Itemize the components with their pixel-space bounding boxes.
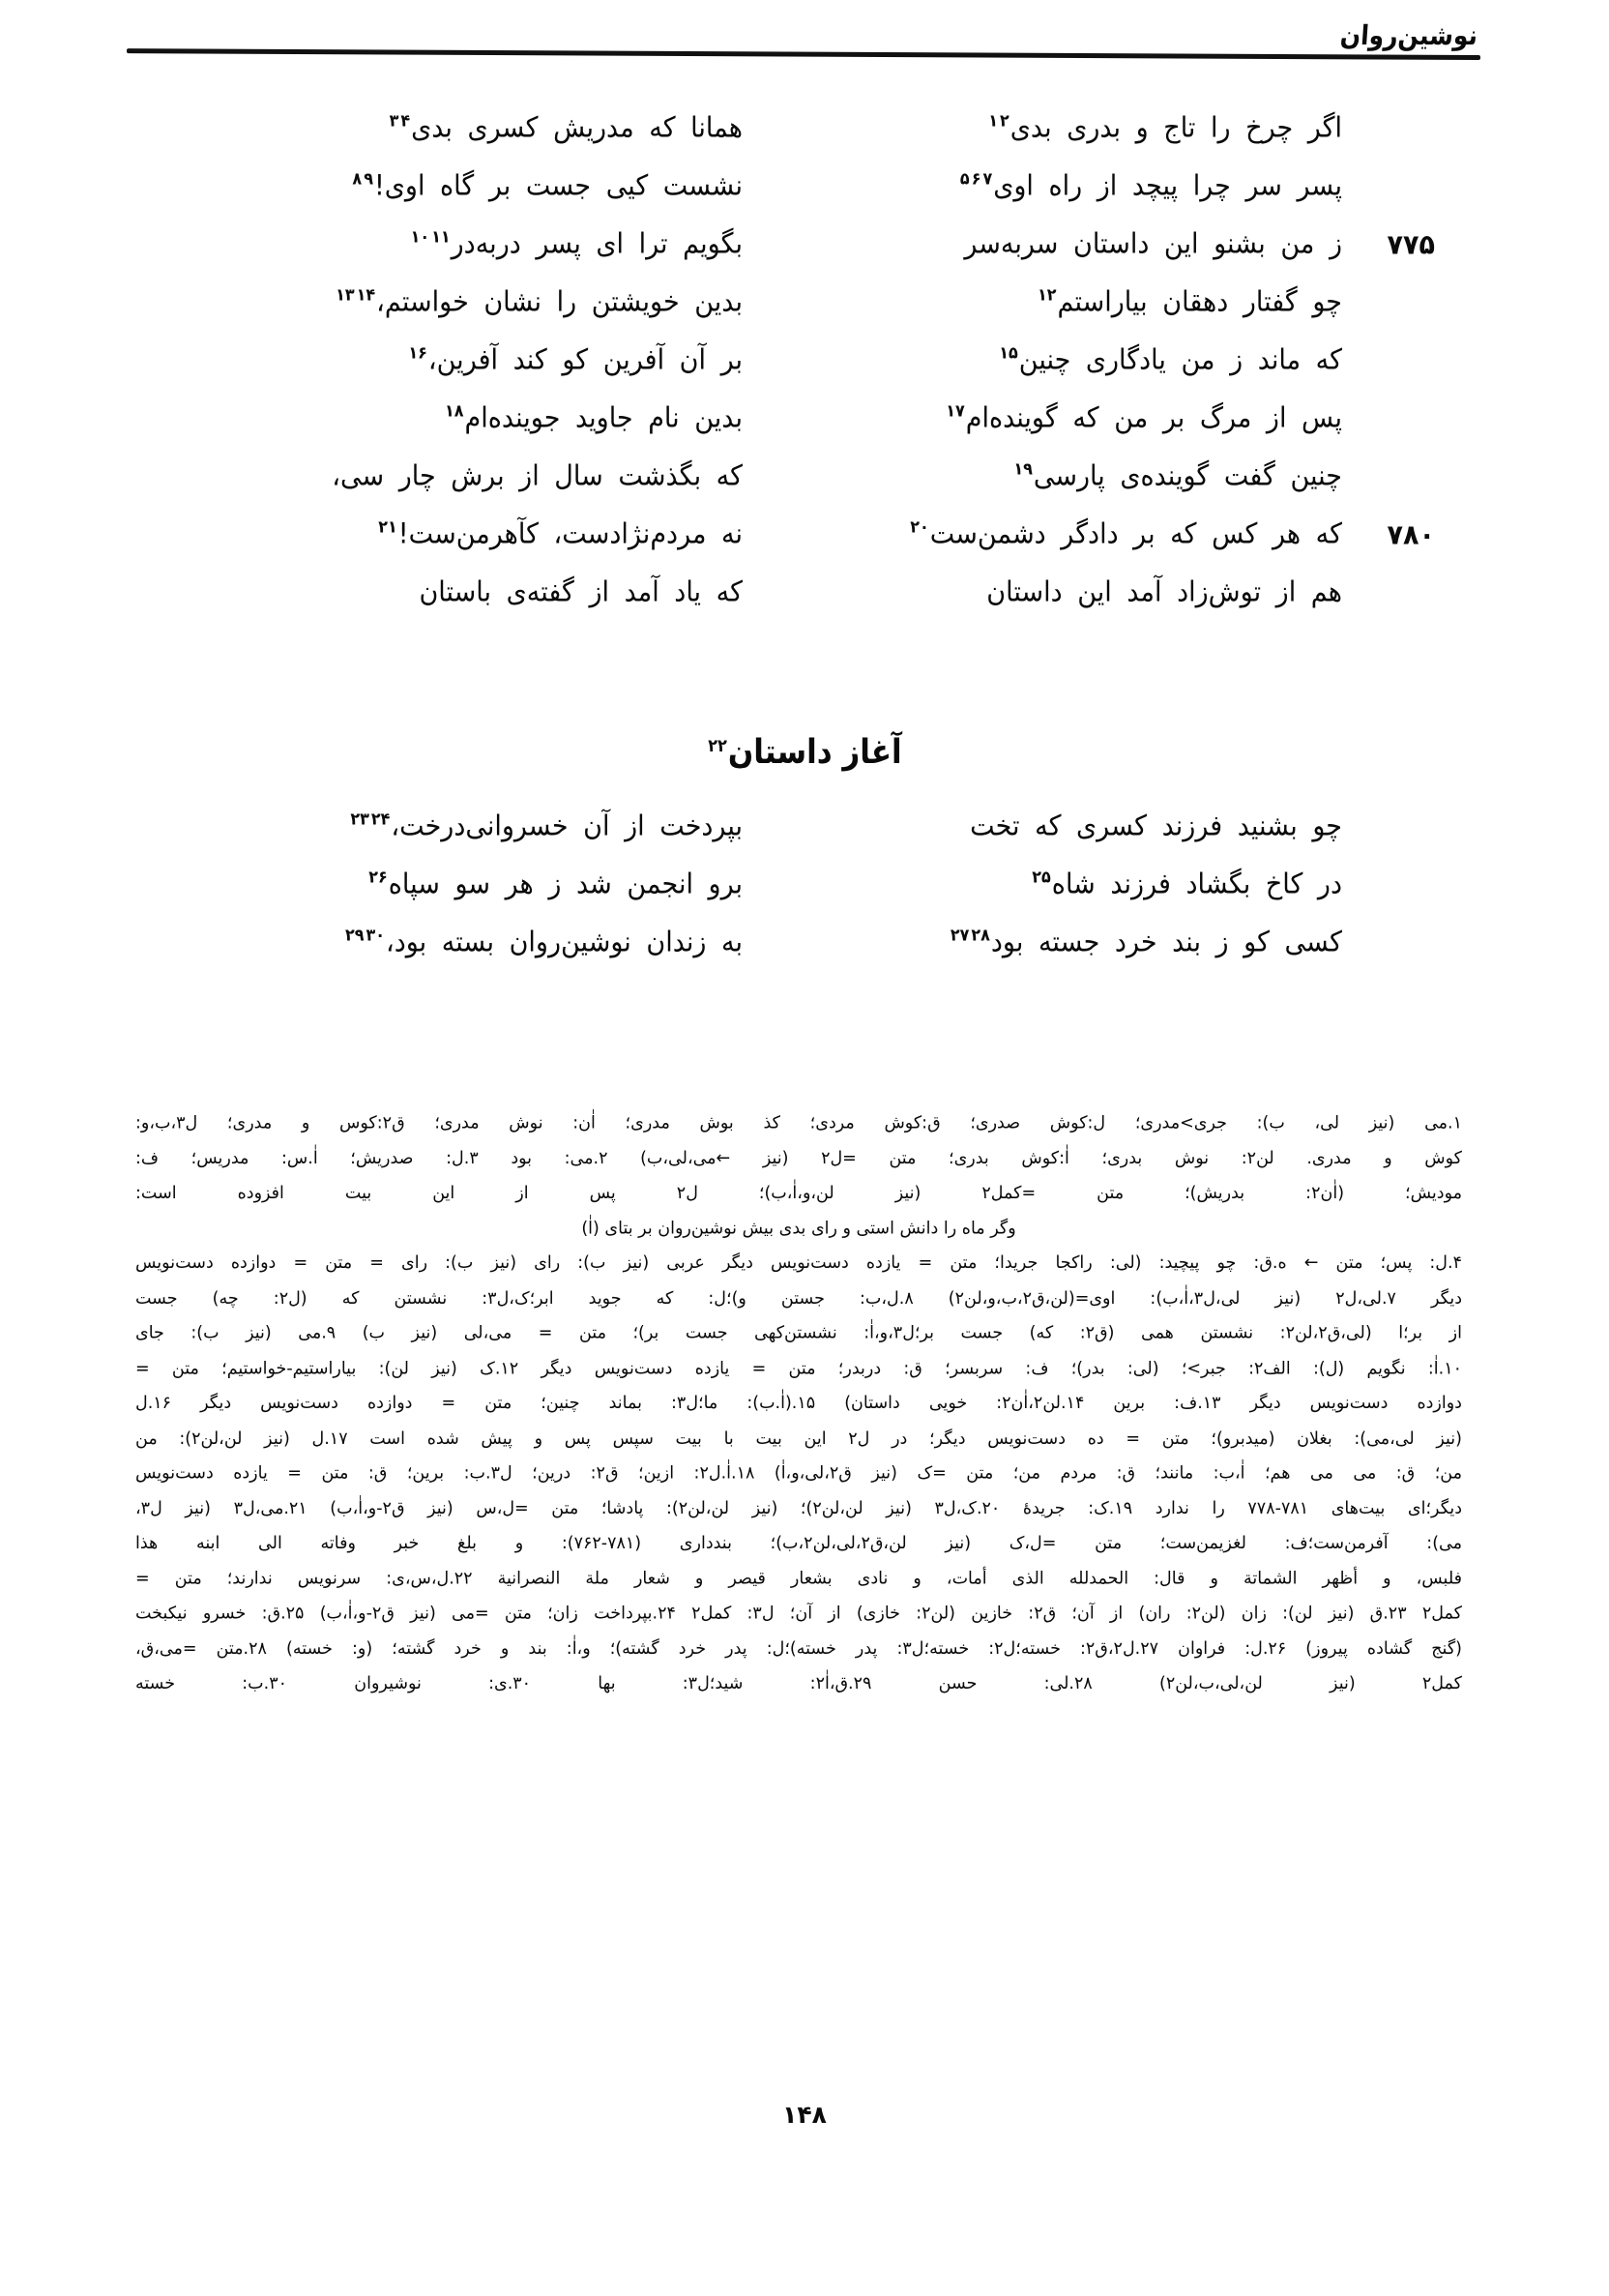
footnote-marker: ۲۵ xyxy=(1032,867,1051,887)
hemistich-text: که یاد آمد از گفته‌ی باستان xyxy=(419,575,743,608)
verse-hemistich-left xyxy=(162,228,762,261)
hemistich-text: بر آن آفرین کو کند آفرین، xyxy=(427,343,743,376)
verse-line xyxy=(168,226,1435,288)
hemistich-text: چنین گفت گوینده‌ی پارسی xyxy=(1033,459,1342,492)
running-head-title: نوشین‌روان xyxy=(1338,19,1479,51)
hemistich-text: پسر سر چرا پیچد از راه اوی xyxy=(993,169,1342,202)
footnote-marker: ۲۹ xyxy=(344,925,365,945)
hemistich-text: که هر کس که بر دادگر دشمن‌ست xyxy=(929,517,1342,550)
footnote-marker: ۲۱ xyxy=(378,516,397,537)
verse-hemistich-right xyxy=(762,402,1348,435)
apparatus-line: کمل۲ (نیز لن،لی،ب،لن۲) ۲۸.لی: حسن ۲۹.ق،اٰ۲: شید؛ل۳: بها ۳۰.ی: نوشیروان ۳۰.ب: خسته xyxy=(135,1673,1462,1693)
footnote-marker: ۳۰ xyxy=(366,925,385,945)
verse-line xyxy=(168,867,1435,928)
footnote-marker: ۲۴ xyxy=(370,809,391,829)
verse-line xyxy=(168,516,1435,578)
apparatus-line: می): آفرمن‌ست؛ف: لغزیمن‌ست؛ متن =ل،ک (نیز لن،ق۲،لی،لن۲،ب)؛ بندداری (۷۸۱-۷۶۲): و بلغ خبر وفاته الی ابنه هذا xyxy=(135,1533,1462,1554)
verse-line xyxy=(168,809,1435,870)
footnote-marker: ۶ xyxy=(971,168,981,189)
verse-line xyxy=(168,458,1435,520)
verse-hemistich-left xyxy=(162,170,762,203)
hemistich-text: پس از مرگ بر من که گوینده‌ام xyxy=(965,401,1342,434)
hemistich-text: به زندان نوشین‌روان بسته بود، xyxy=(386,926,743,958)
verse-hemistich-left xyxy=(162,344,762,377)
header-divider-rule xyxy=(127,48,1480,60)
section-heading-text: آغاز داستان$^{۲۲}$ xyxy=(708,732,902,773)
apparatus-line: (گنج گشاده پیروز) ۲۶.ل: فراوان ۲۷.ل۲،ق۲: خسته؛ل۲: خسته؛ل۳: پدر خسته)؛ل: پدر خرد گشته)؛ و،اٰ: بند و خرد گشته؛ (و: خسته) ۲۸.متن =می،ق، xyxy=(135,1638,1462,1659)
section-heading xyxy=(0,732,1609,773)
footnote-marker: ۲ xyxy=(1000,110,1009,131)
verse-hemistich-left xyxy=(162,576,762,609)
apparatus-line: ۴.ل: پس؛ متن ← ه.ق: چو پیچید: (لی: راکجا جریدا؛ متن = یازده دست‌نویس دیگر عربی (نیز ب): رای (نیز ب): رای = متن = دوازده دست‌نویس xyxy=(135,1252,1462,1274)
footnote-marker: ۱۵ xyxy=(999,342,1018,363)
hemistich-text: چو بشنید فرزند کسری که تخت xyxy=(970,809,1342,842)
apparatus-line: مودیش؛ (اٰن۲: بدریش)؛ متن =کمل۲ (نیز لن،و،اٰ،ب)؛ ل۲ پس از این بیت افزوده است: xyxy=(135,1183,1462,1203)
footnote-marker: ۵ xyxy=(959,168,970,189)
hemistich-text: چو گفتار دهقان بیاراستم xyxy=(1057,285,1342,318)
verse-hemistich-left xyxy=(162,810,762,843)
apparatus-line: فلبس، و أظهر الشماتة و قال: الحمدلله الذی أمات، و نادی بشعار قیصر و شعار ملة النصرانیة ۲۲.ل،س،ی: سرنویس ندارند؛ متن = xyxy=(135,1568,1462,1589)
footnote-marker: ۲۳ xyxy=(350,809,369,829)
hemistich-text: اگر چرخ را تاج و بدری بدی xyxy=(1009,111,1342,144)
verse-hemistich-right xyxy=(762,344,1348,377)
verse-line xyxy=(168,925,1435,986)
apparatus-line: دوازده دست‌نویس دیگر ۱۳.ف: برین ۱۴.لن۲،اٰن۲: خویی داستان) ۱۵.(اٰ.ب): ما؛ل۳: بماند چنین؛ متن = دوازده دست‌نویس دیگر ۱۶.ل xyxy=(135,1393,1462,1414)
verse-hemistich-right xyxy=(762,868,1348,901)
apparatus-line: ۱۰.اٰ: نگویم (ل): الف۲: جبر>؛ (لی: بدر)؛ ف: سربسر؛ ق: دربدر؛ متن = یازده دست‌نویس دیگر ۱۲.ک (نیز لن): بیاراستیم-خواستیم؛ متن = xyxy=(135,1358,1463,1378)
verse-number: ۷۷۵ xyxy=(1387,229,1435,261)
hemistich-text: ز من بشنو این داستان سربه‌سر xyxy=(964,227,1342,260)
footnote-marker: ۱۶ xyxy=(408,342,427,363)
verse-hemistich-right xyxy=(762,286,1348,319)
hemistich-text: نه مردم‌نژادست، کآهرمن‌ست! xyxy=(397,517,743,550)
hemistich-text: که ماند ز من یادگاری چنین xyxy=(1018,343,1342,376)
hemistich-text: کسی کو ز بند خرد جسته بود xyxy=(990,926,1342,958)
verse-hemistich-right xyxy=(762,576,1348,609)
apparatus-line: کمل۲ ۲۳.ق (نیز لن): زان (لن۲: ران) از آن؛ ق۲: خازین (لن۲: خازی) از آن؛ ل۳: کمل۲ ۲۴.بپرداخت زان؛ متن =می (نیز ق۲-و،اٰ،ب) ۲۵.ق: خسرو نیکبخت xyxy=(135,1604,1462,1624)
footnote-marker: ۲۷ xyxy=(950,925,970,945)
verse-hemistich-right xyxy=(762,927,1348,959)
footnote-marker: ۱۴ xyxy=(356,284,376,305)
verse-block-secondary xyxy=(168,809,1435,986)
hemistich-text: نشست کیی جست بر گاه اوی! xyxy=(373,169,743,202)
footnote-marker: ۱ xyxy=(988,110,999,131)
verse-block-primary xyxy=(168,110,1435,636)
footnote-marker: ۲۲ xyxy=(708,734,727,755)
apparatus-line: من؛ ق: می می هم؛ اٰ،ب: مانند؛ ق: مردم من؛ متن =ک (نیز ق۲،لی،و،اٰ) ۱۸.اٰ.ل۲: ازین؛ ق۲: درین؛ ل۳.ب: برین؛ ق: متن = یازده دست‌نویس xyxy=(135,1463,1462,1484)
running-head xyxy=(132,21,1477,49)
verse-hemistich-left xyxy=(162,112,762,145)
footnote-marker: ۲۸ xyxy=(971,925,990,945)
footnote-marker: ۱۸ xyxy=(445,400,464,421)
hemistich-text: بگویم ترا ای پسر دربه‌در xyxy=(451,227,743,260)
verse-line xyxy=(168,342,1435,404)
footnote-marker: ۱۷ xyxy=(946,400,965,421)
footnote-marker: ۱۹ xyxy=(1013,458,1033,479)
verse-line xyxy=(168,168,1435,230)
hemistich-text: همانا که مدریش کسری بدی xyxy=(411,111,743,144)
footnote-marker: ۱۳ xyxy=(336,284,355,305)
verse-hemistich-right xyxy=(762,170,1348,203)
verse-hemistich-left xyxy=(162,402,762,435)
footnote-marker: ۹ xyxy=(364,168,373,189)
hemistich-text: برو انجمن شد ز هر سو سپاه xyxy=(388,868,743,900)
footnote-marker: ۱۱ xyxy=(431,226,451,247)
verse-line xyxy=(168,400,1435,462)
verse-hemistich-left xyxy=(162,460,762,493)
verse-hemistich-left xyxy=(162,868,762,901)
footnote-marker: ۷ xyxy=(982,168,993,189)
verse-hemistich-right xyxy=(762,518,1348,551)
footnote-marker: ۱۰ xyxy=(410,226,430,247)
hemistich-text: در کاخ بگشاد فرزند شاه xyxy=(1051,868,1342,900)
footnote-marker: ۲۰ xyxy=(910,516,929,537)
apparatus-line: ۱.می (نیز لی، ب): جری>مدری؛ ل:کوش صدری؛ ق:کوش مردی؛ کذ بوش مدری؛ اٰن: نوش مدری؛ ق۲:کوس و مدری؛ ل۳،ب،و: xyxy=(135,1113,1462,1133)
footnote-marker: ۲۶ xyxy=(368,867,388,887)
verse-number: ۷۸۰ xyxy=(1387,519,1435,551)
apparatus-line: دیگر؛ای بیت‌های ۷۸۱-۷۷۸ را ندارد ۱۹.ک: جریدهٔ ۲۰.ک،ل۳ (نیز لن،لن۲)؛ (نیز لن،لن۲): پادشا؛ متن =ل،س (نیز ق۲-و،اٰ،ب) ۲۱.می،ل۳ (نیز ل۳، xyxy=(135,1498,1463,1518)
verse-hemistich-left xyxy=(162,518,762,551)
verse-hemistich-left xyxy=(162,927,762,959)
verse-hemistich-right xyxy=(762,460,1348,493)
hemistich-text: هم از توش‌زاد آمد این داستان xyxy=(986,575,1342,608)
apparatus-line: (نیز لی،می): بغلان (میدبرو)؛ متن = ده دست‌نویس دیگر؛ در ل۲ این بیت با بیت سپس پس و پیش شده است ۱۷.ل (نیز لن،لن۲): من xyxy=(135,1428,1462,1449)
apparatus-line: از بر؛ا (لی،ق۲،لن۲: نشستن همی (ق۲: که) جست بر؛ل۳،و،اٰ: نشستن‌کهی جست بر)؛ متن = می،لی (نیز ب) ۹.می (نیز ب): جای xyxy=(135,1323,1462,1343)
verse-hemistich-left xyxy=(162,286,762,319)
footnote-marker: ۸ xyxy=(352,168,363,189)
verse-hemistich-right xyxy=(762,228,1348,261)
apparatus-line: دیگر ۷.لی،ل۲ (نیز لی،ل۳،اٰ،ب): اوی=(لن،ق۲،ب،و،لن۲) ۸.ل،ب: جستن و)؛ل: که جوید ابر؛ک،ل۳: نشستن که (ل۲: چه) جست xyxy=(135,1288,1462,1309)
verse-line xyxy=(168,575,1435,636)
hemistich-text: بدین نام جاوید جوینده‌ام xyxy=(464,401,743,434)
verse-line xyxy=(168,284,1435,346)
apparatus-line: وگر ماه را دانش استی و رای بدی بیش نوشین‌روان بر بتای (اٰ) xyxy=(581,1218,1016,1239)
footnote-marker: ۳ xyxy=(389,110,399,131)
footnote-marker: ۱۲ xyxy=(1038,284,1057,305)
hemistich-text: که بگذشت سال از برش چار سی، xyxy=(332,459,743,492)
critical-apparatus xyxy=(135,1106,1462,1702)
verse-hemistich-right xyxy=(762,810,1348,843)
verse-line xyxy=(168,110,1435,172)
apparatus-line: کوش و مدری. لن۲: نوش بدری؛ اٰ:کوش بدری؛ متن =ل۲ (نیز ←می،لی،ب) ۲.می: بود ۳.ل: صدریش؛ اٰ.س: مدریس؛ ف: xyxy=(135,1148,1462,1168)
verse-hemistich-right xyxy=(762,112,1348,145)
hemistich-text: بدین خویشتن را نشان خواستم، xyxy=(376,285,743,318)
hemistich-text: بپردخت از آن خسروانی‌درخت، xyxy=(391,809,743,842)
page-number: ۱۴۸ xyxy=(782,2101,827,2129)
footnote-marker: ۴ xyxy=(400,110,411,131)
